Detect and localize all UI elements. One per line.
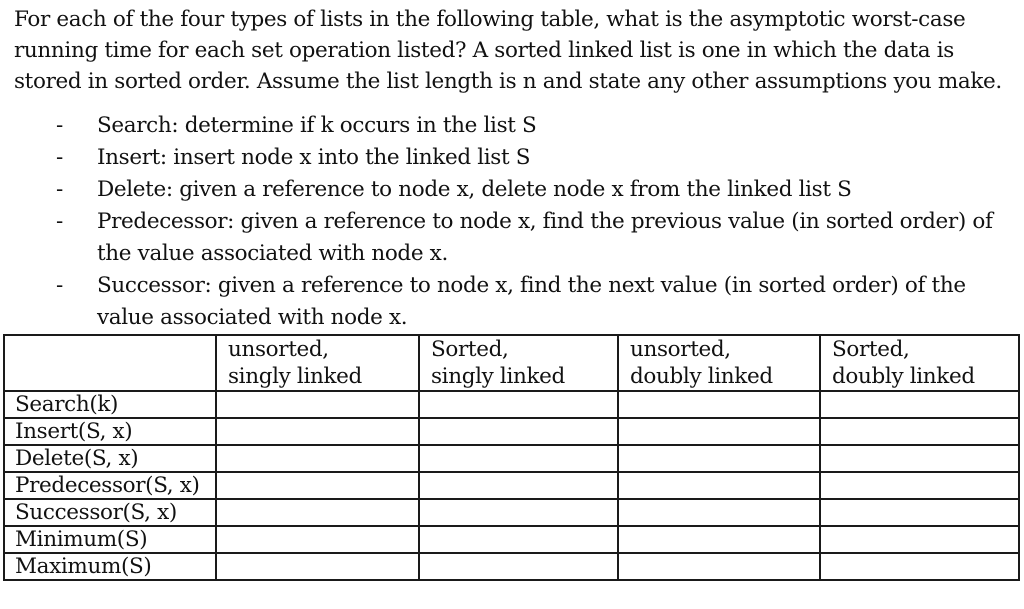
row-label: Delete(S, x) xyxy=(4,445,216,472)
answer-cell[interactable] xyxy=(820,553,1019,580)
bullet-dash: - xyxy=(56,273,63,298)
bullet-dash: - xyxy=(56,209,63,234)
column-header: unsorted, doubly linked xyxy=(618,335,820,391)
answer-cell[interactable] xyxy=(820,499,1019,526)
answer-cell[interactable] xyxy=(820,445,1019,472)
table-header-row xyxy=(4,335,1019,391)
row-label: Insert(S, x) xyxy=(4,418,216,445)
answer-cell[interactable] xyxy=(419,445,618,472)
answer-cell[interactable] xyxy=(216,418,419,445)
answer-cell[interactable] xyxy=(216,499,419,526)
answer-cell[interactable] xyxy=(618,553,820,580)
answer-cell[interactable] xyxy=(618,445,820,472)
answer-cell[interactable] xyxy=(419,526,618,553)
answer-cell[interactable] xyxy=(820,472,1019,499)
answer-cell[interactable] xyxy=(618,472,820,499)
operation-list xyxy=(0,110,1010,334)
answer-cell[interactable] xyxy=(419,472,618,499)
list-item-text: Delete: given a reference to node x, delete node x from the linked list S xyxy=(97,177,852,202)
answer-cell[interactable] xyxy=(618,391,820,418)
answer-cell[interactable] xyxy=(820,526,1019,553)
column-header: unsorted, singly linked xyxy=(216,335,419,391)
answer-cell[interactable] xyxy=(820,391,1019,418)
row-label: Predecessor(S, x) xyxy=(4,472,216,499)
row-label: Minimum(S) xyxy=(4,526,216,553)
answer-cell[interactable] xyxy=(618,526,820,553)
bullet-dash: - xyxy=(56,145,63,170)
answer-cell[interactable] xyxy=(419,553,618,580)
list-item xyxy=(0,270,1010,334)
answer-cell[interactable] xyxy=(419,499,618,526)
table-row xyxy=(4,391,1019,418)
answer-cell[interactable] xyxy=(419,391,618,418)
answer-cell[interactable] xyxy=(419,418,618,445)
list-item xyxy=(0,174,1010,206)
list-item-text: Search: determine if k occurs in the list S xyxy=(97,113,537,138)
column-header: Sorted, singly linked xyxy=(419,335,618,391)
question-intro-text: For each of the four types of lists in the following table, what is the asymptotic worst-case running time for each set operation listed? A sorted linked list is one in which the data is stored in sorted order. Assume the list length is n and state any other assumptions you make. xyxy=(14,7,1002,94)
table-row xyxy=(4,499,1019,526)
list-item xyxy=(0,110,1010,142)
answer-cell[interactable] xyxy=(216,445,419,472)
table-row xyxy=(4,445,1019,472)
running-time-table xyxy=(3,334,1020,581)
header-corner-cell xyxy=(4,335,216,391)
bullet-dash: - xyxy=(56,113,63,138)
table-row xyxy=(4,526,1019,553)
list-item-text: Insert: insert node x into the linked list S xyxy=(97,145,531,170)
answer-cell[interactable] xyxy=(216,472,419,499)
bullet-dash: - xyxy=(56,177,63,202)
answer-cell[interactable] xyxy=(216,526,419,553)
answer-cell[interactable] xyxy=(216,553,419,580)
table-row xyxy=(4,472,1019,499)
table-row xyxy=(4,418,1019,445)
list-item-text: Predecessor: given a reference to node x, find the previous value (in sorted order) of the value associated with node x. xyxy=(97,209,993,266)
row-label: Search(k) xyxy=(4,391,216,418)
table-row xyxy=(4,553,1019,580)
answer-cell[interactable] xyxy=(216,391,419,418)
list-item xyxy=(0,142,1010,174)
answer-cell[interactable] xyxy=(618,418,820,445)
column-header: Sorted, doubly linked xyxy=(820,335,1019,391)
row-label: Maximum(S) xyxy=(4,553,216,580)
row-label: Successor(S, x) xyxy=(4,499,216,526)
answer-cell[interactable] xyxy=(618,499,820,526)
question-prompt xyxy=(14,4,1014,97)
list-item xyxy=(0,206,1010,270)
list-item-text: Successor: given a reference to node x, find the next value (in sorted order) of the value associated with node x. xyxy=(97,273,966,330)
answer-cell[interactable] xyxy=(820,418,1019,445)
